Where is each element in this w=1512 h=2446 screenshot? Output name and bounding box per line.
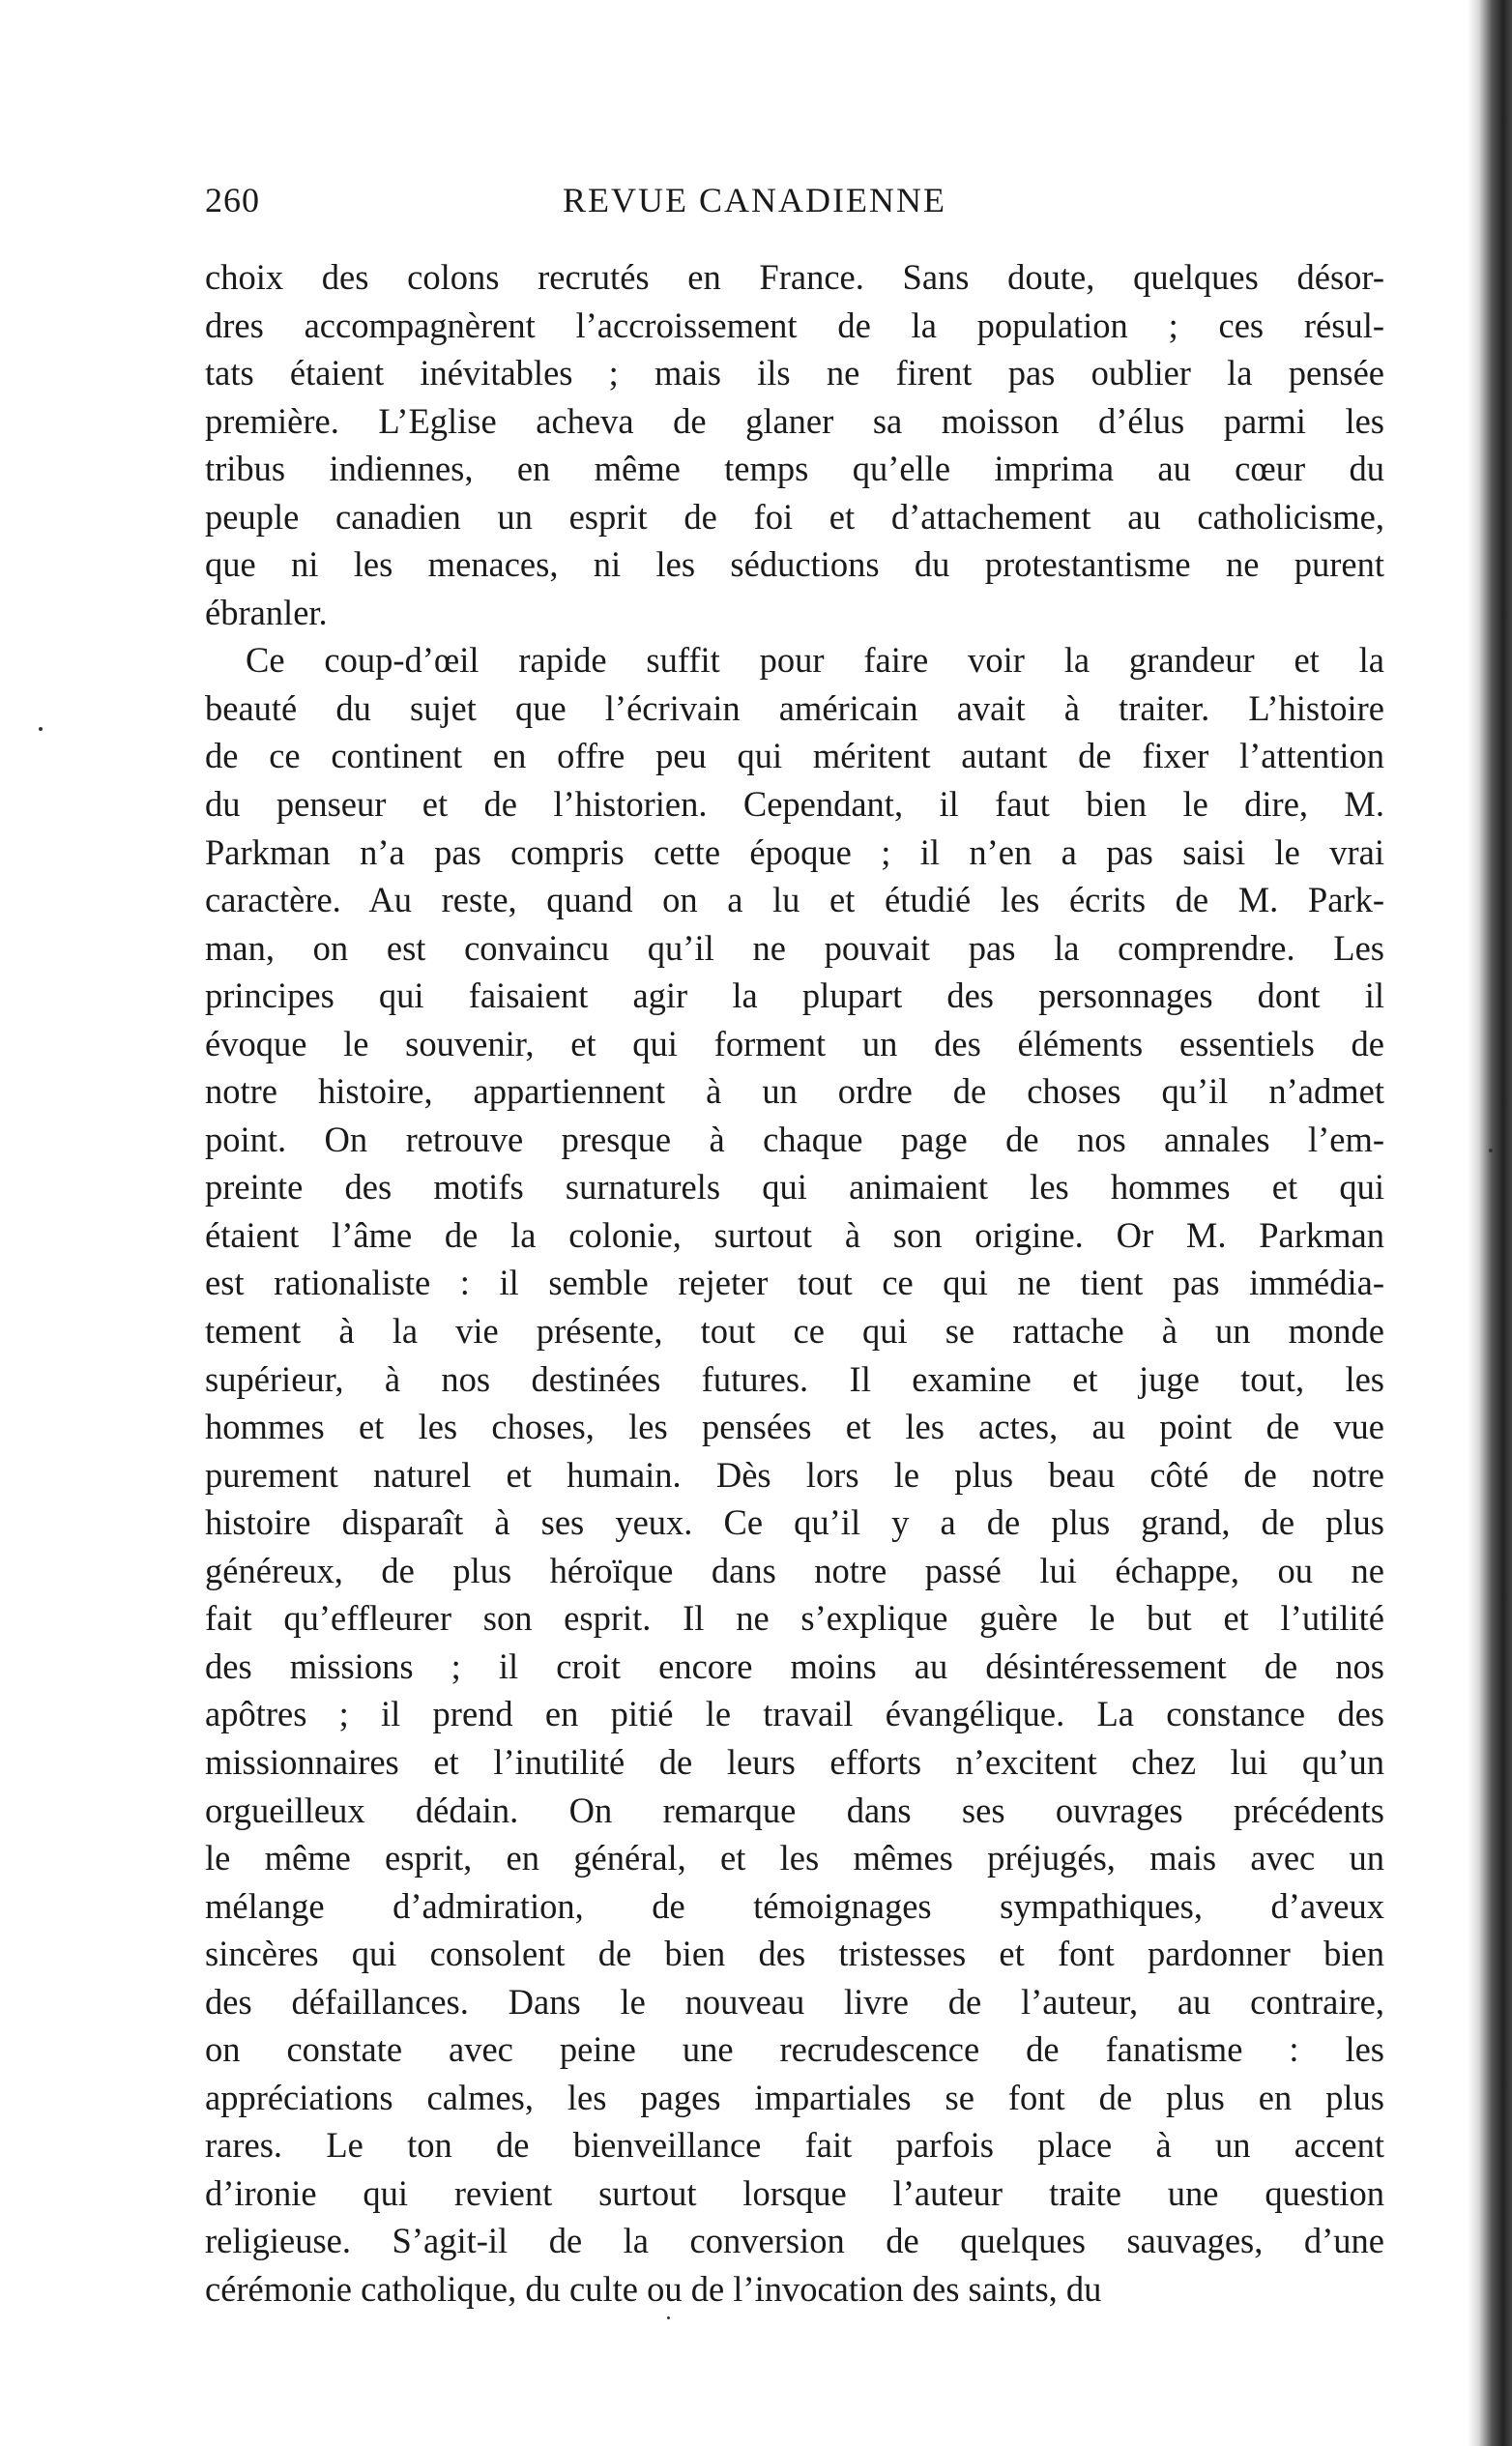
text-line: évoque le souvenir, et qui forment un des éléments essentiels de <box>205 1023 1384 1063</box>
print-speck <box>667 2316 670 2319</box>
text-line: le même esprit, en général, et les mêmes préjugés, mais avec un <box>205 1838 1384 1878</box>
text-line: choix des colons recrutés en France. Sans doute, quelques désor- <box>205 257 1384 297</box>
text-line: appréciations calmes, les pages impartiales se font de plus en plus <box>205 2077 1384 2117</box>
text-line: d’ironie qui revient surtout lorsque l’auteur traite une question <box>205 2172 1384 2213</box>
text-line: étaient l’âme de la colonie, surtout à son origine. Or M. Parkman <box>205 1214 1384 1255</box>
text-line: histoire disparaît à ses yeux. Ce qu’il y a de plus grand, de plus <box>205 1502 1384 1543</box>
body-text <box>205 253 1384 2314</box>
text-line: peuple canadien un esprit de foi et d’attachement au catholicisme, <box>205 496 1384 537</box>
text-line: apôtres ; il prend en pitié le travail évangélique. La constance des <box>205 1694 1384 1734</box>
binding-edge-shadow <box>1468 0 1512 2446</box>
text-line: généreux, de plus héroïque dans notre passé lui échappe, ou ne <box>205 1550 1384 1590</box>
text-line: beauté du sujet que l’écrivain américain avait à traiter. L’histoire <box>205 687 1384 728</box>
text-line: orgueilleux dédain. On remarque dans ses ouvrages précédents <box>205 1790 1384 1830</box>
text-line: notre histoire, appartiennent à un ordre de choses qu’il n’admet <box>205 1071 1384 1112</box>
text-line: caractère. Au reste, quand on a lu et étudié les écrits de M. Park- <box>205 880 1384 920</box>
print-speck <box>1489 1149 1493 1152</box>
paragraph <box>205 253 1384 636</box>
text-line: hommes et les choses, les pensées et les actes, au point de vue <box>205 1407 1384 1447</box>
print-speck <box>39 727 43 731</box>
text-line: supérieur, à nos destinées futures. Il examine et juge tout, les <box>205 1358 1384 1399</box>
text-line: tribus indiennes, en même temps qu’elle imprima au cœur du <box>205 449 1384 489</box>
text-line: man, on est convaincu qu’il ne pouvait pas la comprendre. Les <box>205 927 1384 968</box>
text-line: fait qu’effleurer son esprit. Il ne s’explique guère le but et l’utilité <box>205 1598 1384 1639</box>
paragraph <box>205 636 1384 2313</box>
text-line: de ce continent en offre peu qui méritent autant de fixer l’attention <box>205 736 1384 776</box>
text-line: est rationaliste : il semble rejeter tout ce qui ne tient pas immédia- <box>205 1263 1384 1303</box>
text-line: dres accompagnèrent l’accroissement de la population ; ces résul- <box>205 305 1384 345</box>
text-line: Ce coup-d’œil rapide suffit pour faire voir la grandeur et la <box>246 640 1384 681</box>
text-line: que ni les menaces, ni les séductions du protestantisme ne purent <box>205 544 1384 585</box>
text-line: preinte des motifs surnaturels qui animaient les hommes et qui <box>205 1167 1384 1208</box>
text-line: on constate avec peine une recrudescence de fanatisme : les <box>205 2029 1384 2070</box>
text-line: des défaillances. Dans le nouveau livre de l’auteur, au contraire, <box>205 1981 1384 2022</box>
page-number: 260 <box>205 181 260 219</box>
text-line: Parkman n’a pas compris cette époque ; il n’en a pas saisi le vrai <box>205 831 1384 872</box>
text-line: purement naturel et humain. Dès lors le plus beau côté de notre <box>205 1454 1384 1495</box>
text-line: du penseur et de l’historien. Cependant, il faut bien le dire, M. <box>205 784 1384 825</box>
text-line: tement à la vie présente, tout ce qui se rattache à un monde <box>205 1311 1384 1352</box>
text-line: première. L’Eglise acheva de glaner sa moisson d’élus parmi les <box>205 400 1384 441</box>
text-line: principes qui faisaient agir la plupart des personnages dont il <box>205 975 1384 1016</box>
text-line: ébranler. <box>205 592 328 632</box>
text-line: cérémonie catholique, du culte ou de l’invocation des saints, du <box>205 2268 1102 2309</box>
text-line: religieuse. S’agit-il de la conversion de quelques sauvages, d’une <box>205 2221 1384 2261</box>
running-title: REVUE CANADIENNE <box>563 181 946 219</box>
text-line: point. On retrouve presque à chaque page de nos annales l’em- <box>205 1119 1384 1159</box>
text-line: des missions ; il croit encore moins au désintéressement de nos <box>205 1645 1384 1686</box>
text-line: mélange d’admiration, de témoignages sympathiques, d’aveux <box>205 1885 1384 1926</box>
text-line: sincères qui consolent de bien des tristesses et font pardonner bien <box>205 1934 1384 1974</box>
text-line: tats étaient inévitables ; mais ils ne firent pas oublier la pensée <box>205 353 1384 393</box>
page-header <box>205 180 1384 228</box>
text-line: missionnaires et l’inutilité de leurs efforts n’excitent chez lui qu’un <box>205 1741 1384 1782</box>
text-line: rares. Le ton de bienveillance fait parfois place à un accent <box>205 2125 1384 2166</box>
